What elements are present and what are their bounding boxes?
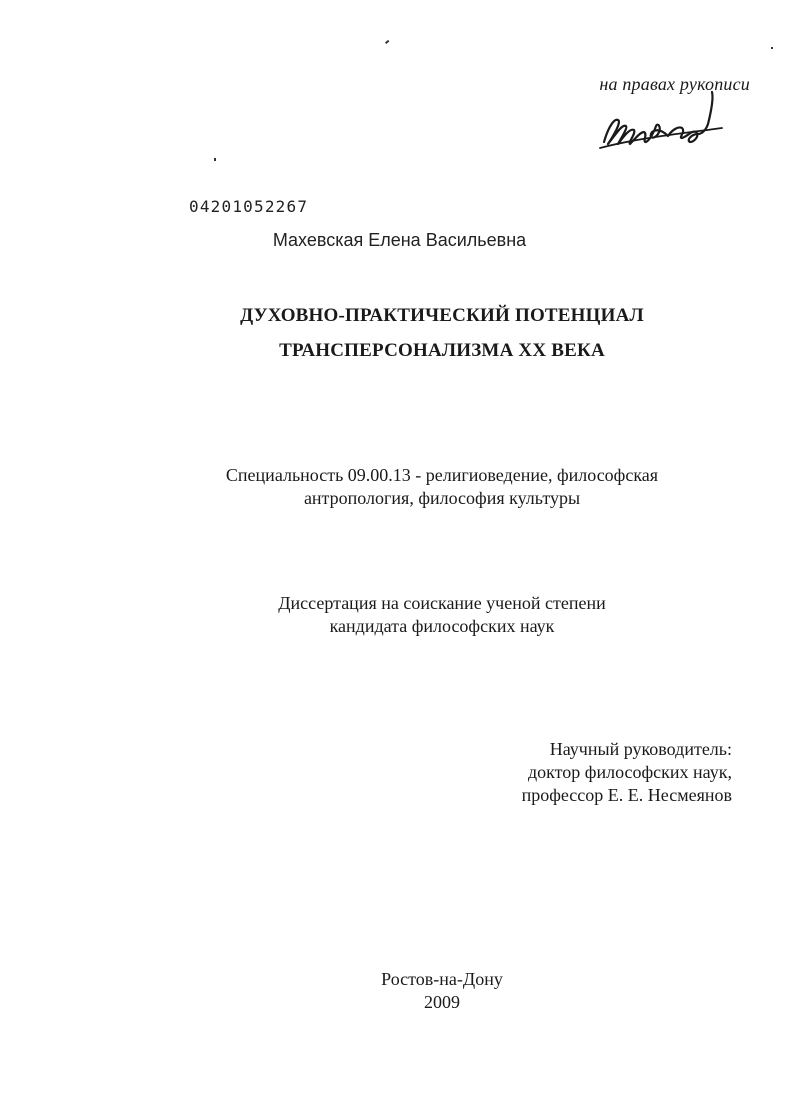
dissertation-line-1: Диссертация на соискание ученой степени [278, 593, 606, 613]
specialty-line-2: антропология, философия культуры [303, 488, 581, 508]
scan-speck [771, 47, 773, 49]
title-line-1: ДУХОВНО-ПРАКТИЧЕСКИЙ ПОТЕНЦИАЛ [240, 305, 644, 326]
title-line-2: ТРАНСПЕРСОНАЛИЗМА XX ВЕКА [279, 340, 605, 361]
supervisor-block [450, 738, 732, 807]
author-name: Махевская Елена Васильевна [272, 230, 527, 250]
footer-block [0, 968, 799, 1014]
dissertation-line-2: кандидата философских наук [329, 616, 555, 636]
supervisor-line-3: профессор Е. Е. Несмеянов [521, 785, 732, 805]
document-number: 04201052267 [189, 197, 309, 216]
supervisor-line-2: доктор философских наук, [528, 762, 732, 782]
specialty-block [0, 464, 799, 510]
signature-image [598, 88, 728, 158]
scan-speck [214, 158, 216, 161]
footer-year: 2009 [424, 992, 460, 1012]
footer-city: Ростов-на-Дону [381, 969, 503, 989]
scan-speck [385, 40, 389, 44]
supervisor-line-1: Научный руководитель: [549, 739, 732, 759]
manuscript-note: на правах рукописи [599, 74, 750, 94]
specialty-line-1: Специальность 09.00.13 - религиоведение, философская [225, 465, 659, 485]
dissertation-block [0, 592, 799, 638]
